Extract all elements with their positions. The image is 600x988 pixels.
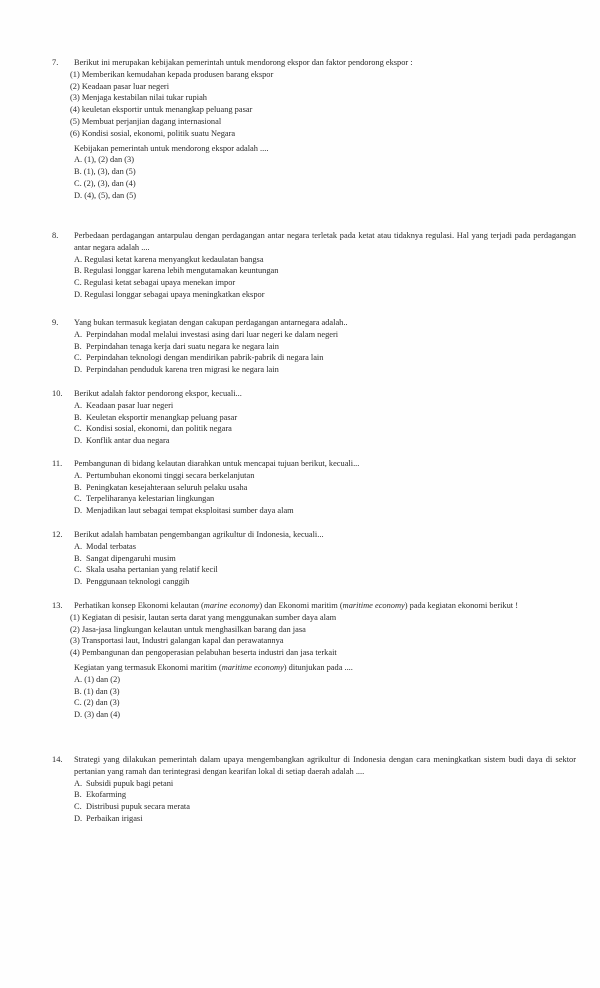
option-text: Peningkatan kesejahteraan seluruh pelaku usaha — [86, 482, 248, 492]
statement-item: (6) Kondisi sosial, ekonomi, politik suatu Negara — [70, 128, 236, 138]
sub-text: Kegiatan yang termasuk Ekonomi maritim ( — [74, 662, 222, 672]
option-text: Perpindahan tenaga kerja dari suatu negara ke negara lain — [86, 341, 279, 351]
answer-options — [74, 470, 576, 517]
answer-option-a — [74, 400, 576, 412]
stem-text: ) dan Ekonomi maritim ( — [259, 601, 343, 610]
answer-options — [74, 254, 576, 301]
option-letter: B. — [74, 482, 82, 492]
answer-option-a — [74, 778, 576, 790]
sub-term-italic: maritime economy — [221, 662, 284, 672]
answer-option-c — [74, 352, 576, 364]
answer-option-a — [74, 470, 576, 482]
question-number: 14. — [52, 755, 63, 764]
option-letter: C. — [74, 424, 82, 434]
option-text: Modal terbatas — [86, 541, 137, 551]
option-text: Skala usaha pertanian yang relatif kecil — [86, 565, 218, 575]
answer-option-b — [74, 341, 576, 353]
statement-item: (5) Membuat perjanjian dagang internasional — [70, 116, 222, 126]
answer-option-b — [74, 412, 576, 424]
option-letter: D. — [74, 577, 83, 587]
option-text: Penggunaan teknologi canggih — [86, 577, 190, 587]
answer-option-a — [74, 541, 576, 553]
answer-option-d — [74, 576, 576, 588]
question-7 — [52, 57, 576, 202]
answer-option-c: C. (2), (3), dan (4) — [74, 178, 136, 188]
option-text: Ekofarming — [86, 790, 127, 800]
option-text: Terpeliharanya kelestarian lingkungan — [86, 494, 215, 504]
question-14 — [52, 754, 576, 825]
option-text: Konflik antar dua negara — [86, 436, 170, 446]
option-letter: B. — [74, 412, 82, 422]
question-11 — [52, 458, 576, 517]
answer-option-b — [74, 789, 576, 801]
answer-option-d: D. Regulasi longgar sebagai upaya meningkatkan ekspor — [74, 289, 265, 299]
stem-term-italic: maritime economy — [342, 601, 405, 610]
statement-item: (1) Kegiatan di pesisir, lautan serta darat yang menggunakan sumber daya alam — [70, 612, 337, 622]
question-stem: Berikut adalah faktor pendorong ekspor, kecuali... — [74, 389, 242, 398]
answer-option-d — [74, 505, 576, 517]
question-stem — [74, 600, 576, 612]
option-text: Menjadikan laut sebagai tempat eksploitasi sumber daya alam — [86, 506, 294, 516]
statement-item: (3) Menjaga kestabilan nilai tukar rupiah — [70, 93, 207, 103]
answer-options — [74, 674, 576, 721]
sub-question: Kebijakan pemerintah untuk mendorong ekspor adalah .... — [74, 143, 269, 153]
answer-option-b — [74, 553, 576, 565]
answer-option-d — [74, 813, 576, 825]
question-number: 11. — [52, 459, 63, 468]
option-letter: B. — [74, 341, 82, 351]
stem-text: Perhatikan konsep Ekonomi kelautan ( — [74, 601, 204, 610]
option-letter: A. — [74, 470, 83, 480]
option-text: Sangat dipengaruhi musim — [86, 553, 176, 563]
question-number: 8. — [52, 231, 59, 240]
option-letter: D. — [74, 365, 83, 375]
answer-option-a: A. (1), (2) dan (3) — [74, 155, 134, 165]
sub-question — [74, 662, 576, 674]
option-letter: A. — [74, 329, 83, 339]
answer-option-c: C. Regulasi ketat sebagai upaya menekan impor — [74, 278, 236, 288]
statement-item: (3) Transportasi laut, Industri galangan kapal dan perawatannya — [70, 636, 284, 646]
option-letter: C. — [74, 494, 82, 504]
option-text: Perbaikan irigasi — [86, 813, 143, 823]
answer-option-d: D. (3) dan (4) — [74, 710, 121, 720]
answer-option-b: B. (1) dan (3) — [74, 686, 120, 696]
answer-option-a — [74, 329, 576, 341]
question-stem: Berikut ini merupakan kebijakan pemerintah untuk mendorong ekspor dan faktor pendorong ekspor : — [74, 58, 413, 67]
option-letter: D. — [74, 436, 83, 446]
statement-item: (4) keuletan eksportir untuk menangkap peluang pasar — [70, 105, 253, 115]
statement-item: (1) Memberikan kemudahan kepada produsen barang ekspor — [70, 69, 274, 79]
question-8 — [52, 230, 576, 301]
option-text: Keadaan pasar luar negeri — [86, 400, 174, 410]
option-letter: B. — [74, 790, 82, 800]
answer-option-c: C. (2) dan (3) — [74, 698, 120, 708]
answer-option-a: A. Regulasi ketat karena menyangkut kedaulatan bangsa — [74, 254, 264, 264]
answer-option-c — [74, 564, 576, 576]
option-letter: A. — [74, 778, 83, 788]
answer-options — [74, 778, 576, 825]
option-text: Perpindahan penduduk karena tren migrasi ke negara lain — [86, 365, 279, 375]
option-letter: D. — [74, 506, 83, 516]
answer-options — [74, 541, 576, 588]
statement-list — [70, 612, 576, 659]
answer-option-c — [74, 423, 576, 435]
question-10 — [52, 388, 576, 447]
question-stem: Perbedaan perdagangan antarpulau dengan perdagangan antar negara terletak pada ketat atau tidaknya regulasi. Hal yang terjadi pada perdagangan antar negara adalah .... — [74, 231, 576, 252]
answer-option-c — [74, 801, 576, 813]
answer-option-d — [74, 364, 576, 376]
question-number: 10. — [52, 389, 63, 398]
stem-term-italic: marine economy — [203, 601, 260, 610]
question-number: 12. — [52, 530, 63, 539]
question-12 — [52, 529, 576, 588]
option-text: Perpindahan teknologi dengan mendirikan pabrik-pabrik di negara lain — [86, 353, 324, 363]
question-stem: Strategi yang dilakukan pemerintah dalam upaya mengembangkan agrikultur di Indonesia dengan cara meningkatkan sistem budi daya di sektor pertanian yang ramah dan terintegrasi dengan kearifan lokal di setiap daerah adalah .... — [74, 755, 576, 776]
answer-options — [74, 154, 576, 201]
answer-options — [74, 329, 576, 376]
answer-option-b: B. (1), (3), dan (5) — [74, 167, 136, 177]
answer-option-d: D. (4), (5), dan (5) — [74, 190, 137, 200]
question-9 — [52, 317, 576, 376]
stem-text: ) pada kegiatan ekonomi berikut ! — [404, 601, 519, 610]
option-text: Kondisi sosial, ekonomi, dan politik negara — [86, 424, 232, 434]
answer-option-b: B. Regulasi longgar karena lebih mengutamakan keuntungan — [74, 266, 279, 276]
question-number: 7. — [52, 58, 59, 67]
answer-option-b — [74, 482, 576, 494]
answer-option-d — [74, 435, 576, 447]
question-number: 9. — [52, 318, 59, 327]
sub-text: ) ditunjukan pada .... — [283, 662, 353, 672]
statement-item: (4) Pembangunan dan pengoperasian pelabuhan beserta industri dan jasa terkait — [70, 648, 337, 658]
option-letter: C. — [74, 802, 82, 812]
option-text: Keuletan eksportir menangkap peluang pasar — [86, 412, 238, 422]
question-stem: Pembangunan di bidang kelautan diarahkan untuk mencapai tujuan berikut, kecuali... — [74, 459, 360, 468]
option-letter: D. — [74, 813, 83, 823]
statement-list — [70, 69, 576, 140]
statement-item: (2) Keadaan pasar luar negeri — [70, 81, 170, 91]
question-13 — [52, 600, 576, 721]
option-text: Perpindahan modal melalui investasi asing dari luar negeri ke dalam negeri — [86, 329, 339, 339]
option-letter: B. — [74, 553, 82, 563]
answer-option-a: A. (1) dan (2) — [74, 674, 121, 684]
question-number: 13. — [52, 601, 63, 610]
option-text: Pertumbuhan ekonomi tinggi secara berkelanjutan — [86, 470, 255, 480]
question-stem: Berikut adalah hambatan pengembangan agrikultur di Indonesia, kecuali... — [74, 530, 324, 539]
answer-option-c — [74, 493, 576, 505]
question-stem: Yang bukan termasuk kegiatan dengan cakupan perdagangan antarnegara adalah.. — [74, 318, 348, 327]
option-text: Distribusi pupuk secara merata — [86, 802, 190, 812]
option-letter: A. — [74, 400, 83, 410]
option-letter: C. — [74, 353, 82, 363]
statement-item: (2) Jasa-jasa lingkungan kelautan untuk menghasilkan barang dan jasa — [70, 624, 306, 634]
option-letter: A. — [74, 541, 83, 551]
option-letter: C. — [74, 565, 82, 575]
option-text: Subsidi pupuk bagi petani — [86, 778, 174, 788]
answer-options — [74, 400, 576, 447]
